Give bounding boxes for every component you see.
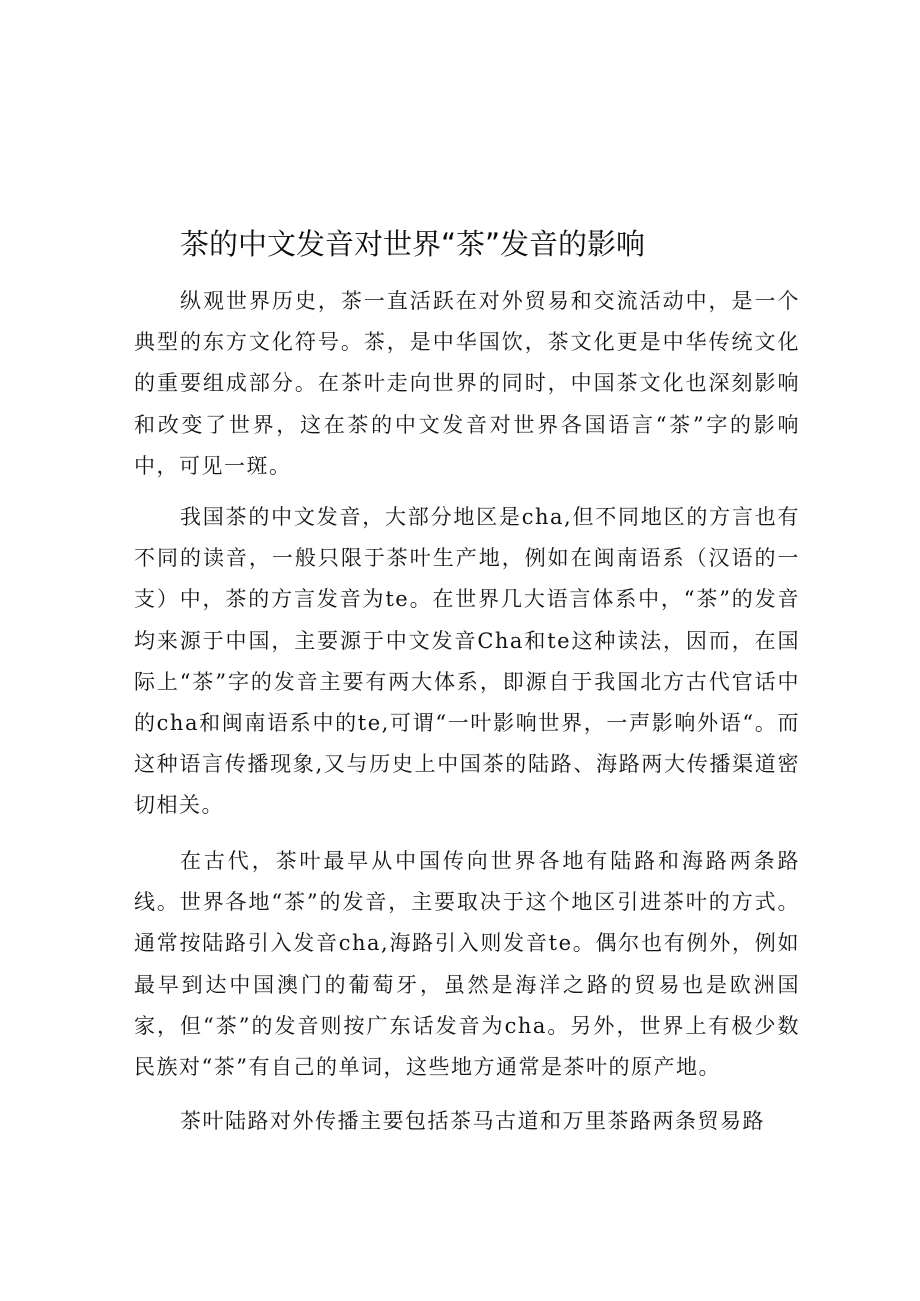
- document-title: 茶的中文发音对世界“茶”发音的影响: [180, 227, 646, 261]
- paragraph-2: 我国茶的中文发音，大部分地区是cha,但不同地区的方言也有不同的读音，一般只限于茶叶生产地，例如在闽南语系（汉语的一支）中，茶的方言发音为te。在世界几大语言体系中，“茶”的发音均来源于中国，主要源于中文发音Cha和te这种读法，因而，在国际上“茶”字的发音主要有两大体系，即源自于我国北方古代官话中的cha和闽南语系中的te,可谓“一叶影响世界，一声影响外语“。而这种语言传播现象,又与历史上中国茶的陆路、海路两大传播渠道密切相关。: [134, 505, 800, 818]
- paragraph-4: 茶叶陆路对外传播主要包括茶马古道和万里茶路两条贸易路: [180, 1109, 765, 1133]
- paragraph-3: 在古代，茶叶最早从中国传向世界各地有陆路和海路两条路线。世界各地“茶”的发音，主要取决于这个地区引进茶叶的方式。通常按陆路引入发音cha,海路引入则发音te。偶尔也有例外，例如最早到达中国澳门的葡萄牙，虽然是海洋之路的贸易也是欧洲国家，但“茶”的发音则按广东话发音为cha。另外，世界上有极少数民族对“茶”有自己的单词，这些地方通常是茶叶的原产地。: [134, 849, 800, 1080]
- paragraph-1: 纵观世界历史，茶一直活跃在对外贸易和交流活动中，是一个典型的东方文化符号。茶，是中华国饮，茶文化更是中华传统文化的重要组成部分。在茶叶走向世界的同时，中国茶文化也深刻影响和改变了世界，这在茶的中文发音对世界各国语言“茶”字的影响中，可见一斑。: [134, 289, 800, 478]
